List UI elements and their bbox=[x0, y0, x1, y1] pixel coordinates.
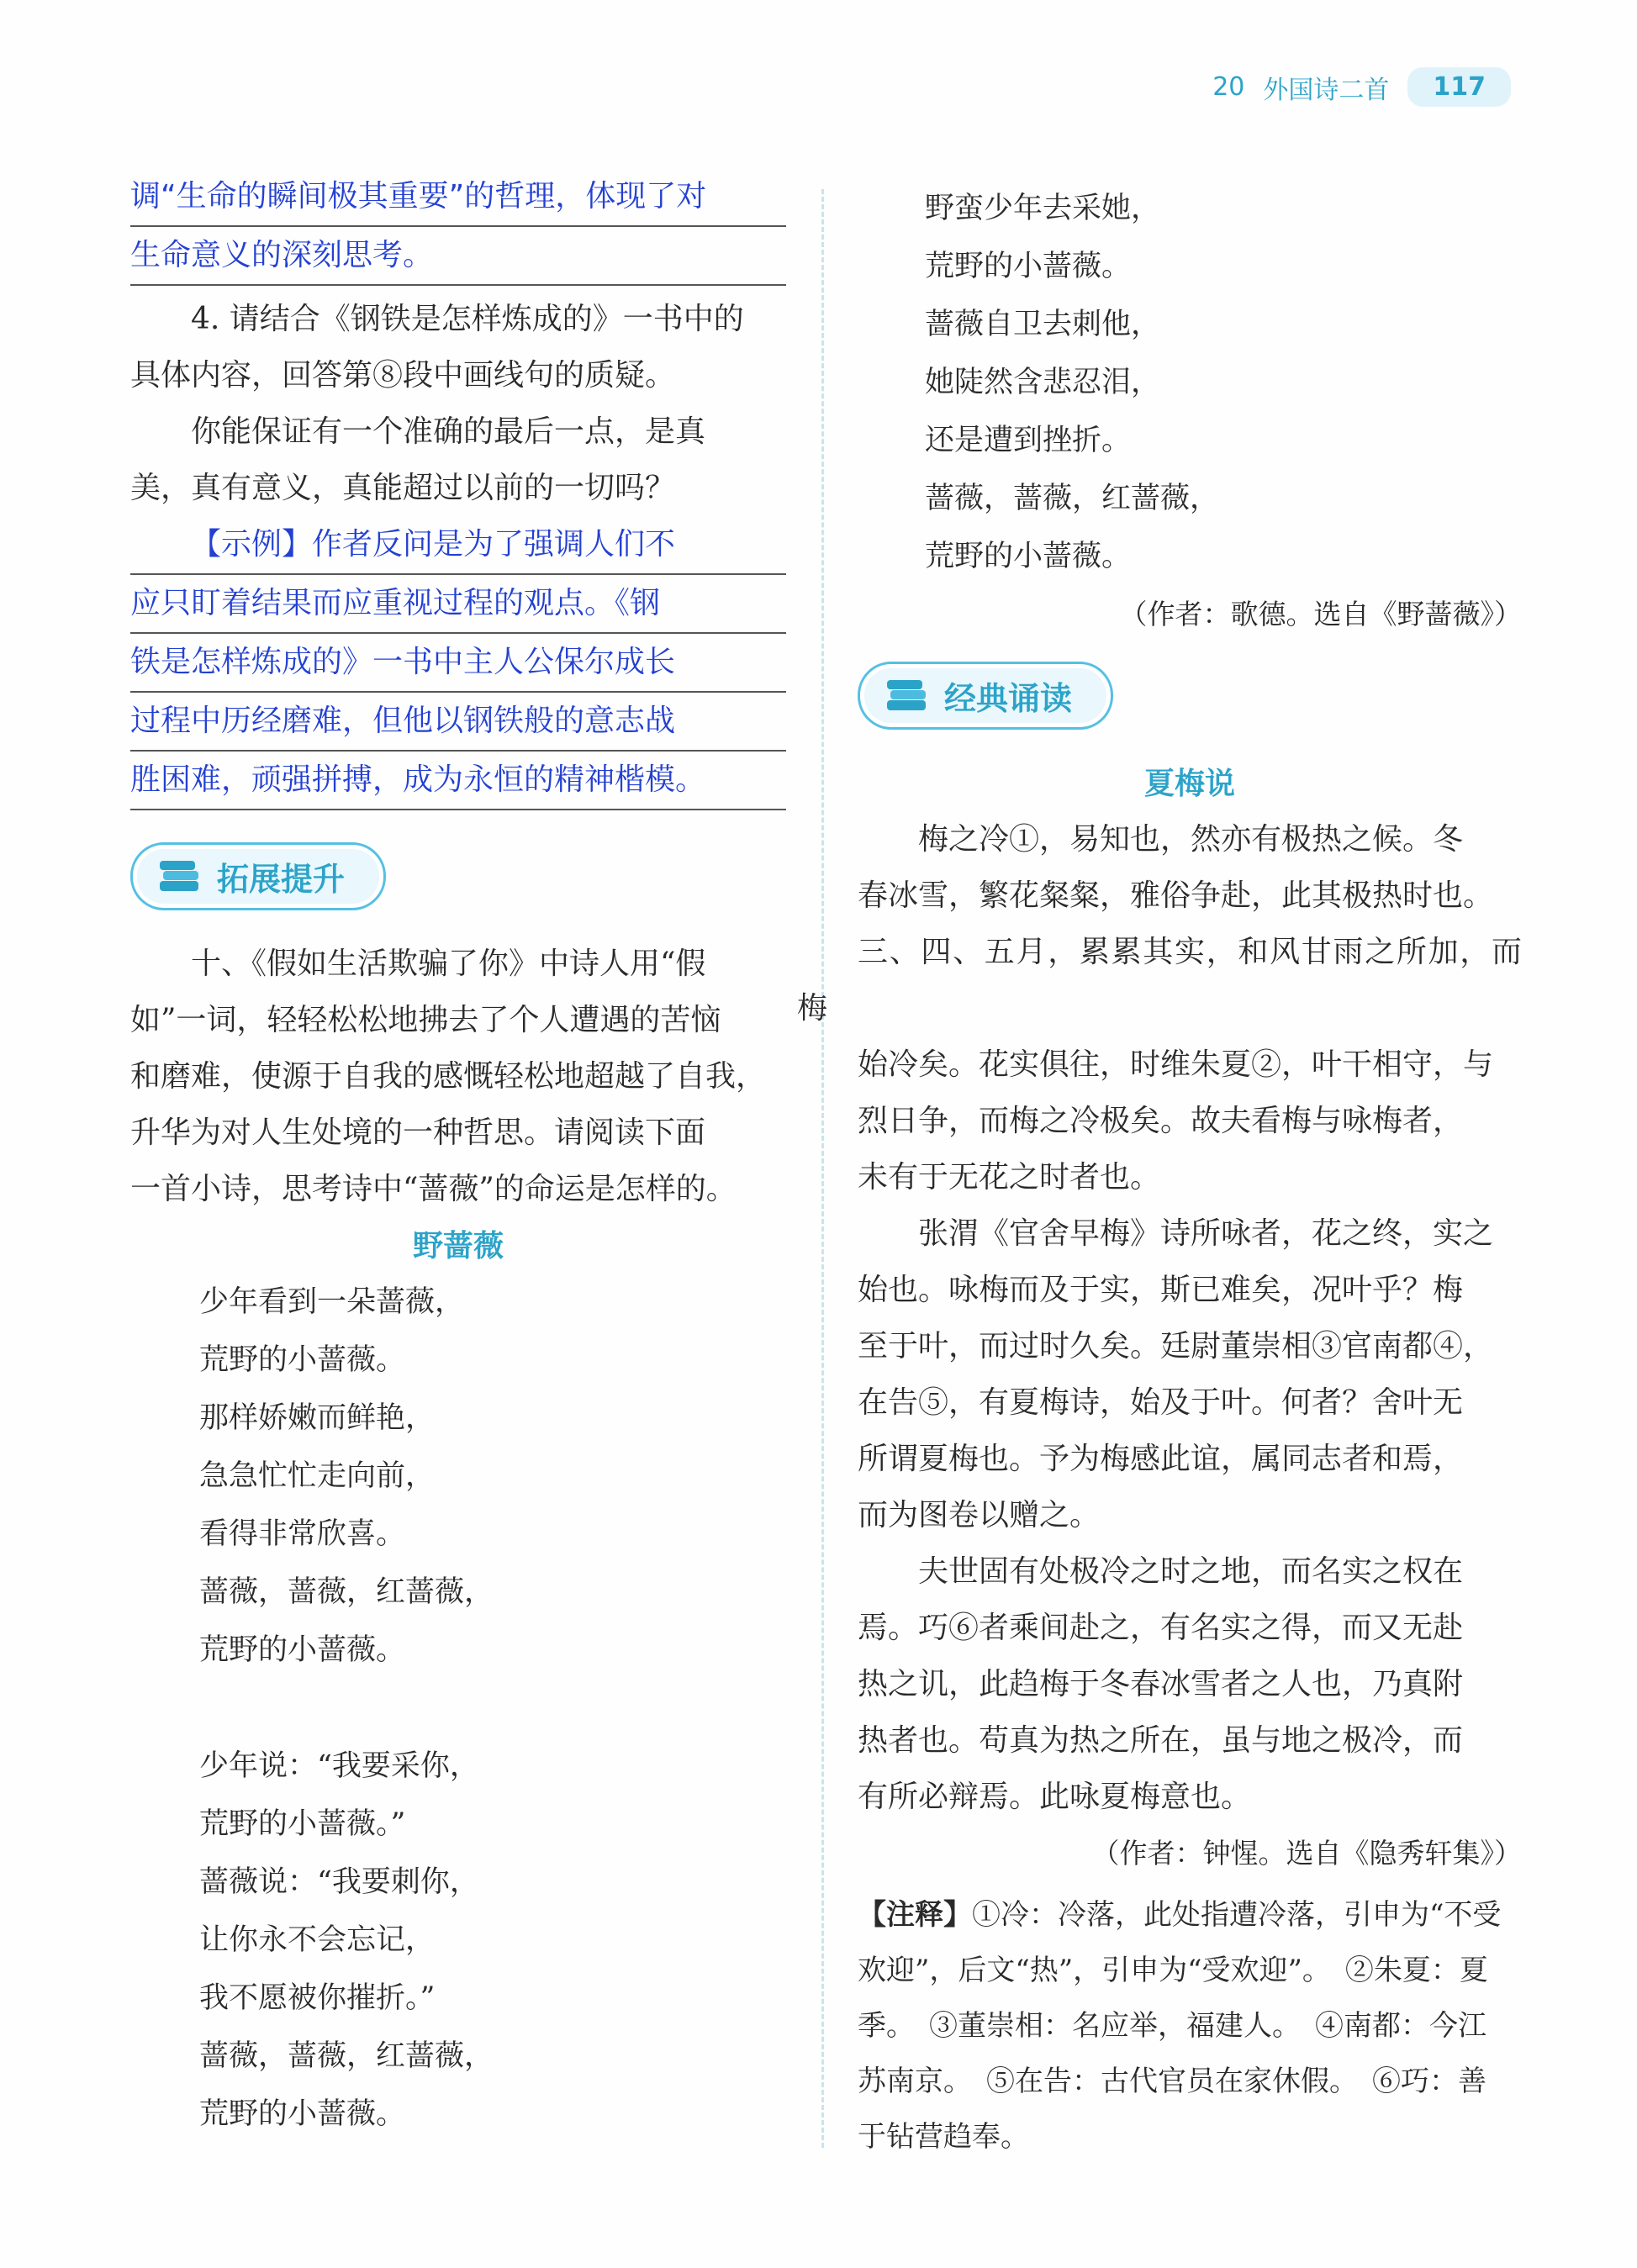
answer-line: 调“生命的瞬间极其重要”的哲理，体现了对 bbox=[130, 168, 786, 227]
question-4: 4. 请结合《钢铁是怎样炼成的》一书中的 具体内容，回答第⑧段中画线句的质疑。 bbox=[130, 302, 744, 393]
question-10: 十、《假如生活欺骗了你》中诗人用“假 如”一词，轻轻松松地拂去了个人遭遇的苦恼 和磨难，使源于自我的感慨轻松地超越了自我， 升华为对人生处境的一种哲思。请阅读下面 一首小诗，思考诗中“蔷薇”的命运是怎样的。 bbox=[130, 947, 767, 1206]
poem-line: 蔷薇自卫去刺他， bbox=[925, 308, 1161, 341]
poem-title: 野蔷薇 bbox=[412, 1229, 504, 1263]
left-column bbox=[130, 168, 786, 2144]
section-title: 经典诵读 bbox=[944, 680, 1073, 717]
poem-line: 荒野的小蔷薇。” bbox=[199, 1807, 406, 1841]
answer-line: 【示例】作者反问是为了强调人们不 bbox=[130, 516, 786, 575]
poem-line: 荒野的小蔷薇。 bbox=[199, 1343, 406, 1377]
poem-line: 蔷薇，蔷薇，红蔷薇， bbox=[199, 1575, 494, 1609]
poem-line: 她陡然含悲忍泪， bbox=[925, 366, 1161, 399]
annotations: 【注释】①冷：冷落，此处指遭冷落，引申为“不受 欢迎”，后文“热”，引申为“受欢迎”。 ②朱夏：夏 季。 ③董崇相：名应举，福建人。 ④南都：今江 苏南京。 ⑤在告：古代官员在家休假。 ⑥巧：善 于钻营趋奉。 bbox=[858, 1898, 1502, 2154]
essay-paragraph-3: 夫世固有处极冷之时之地，而名实之权在 焉。巧⑥者乘间赴之，有名实之得，而又无赴 热之讥，此趋梅于冬春冰雪者之人也，乃真附 热者也。苟真为热之所在，虽与地之极冷，而 有所必辩焉。此咏夏梅意也。 bbox=[858, 1554, 1464, 1814]
book-stack-icon bbox=[156, 857, 203, 896]
lesson-number: 20 bbox=[1212, 72, 1245, 102]
poem-line: 蔷薇，蔷薇，红蔷薇， bbox=[199, 2039, 494, 2073]
poem-line: 急急忙忙走向前， bbox=[199, 1459, 436, 1493]
answer-line: 胜困难，顽强拼搏，成为永恒的精神楷模。 bbox=[130, 752, 786, 810]
quoted-sentence: 你能保证有一个准确的最后一点，是真 美，真有意义，真能超过以前的一切吗？ bbox=[130, 414, 706, 505]
answer-line: 生命意义的深刻思考。 bbox=[130, 227, 786, 286]
poem-line: 荒野的小蔷薇。 bbox=[199, 2097, 406, 2131]
poem-line: 荒野的小蔷薇。 bbox=[925, 540, 1132, 573]
poem-line: 少年说：“我要采你， bbox=[199, 1749, 479, 1783]
poem-line: 让你永不会忘记， bbox=[199, 1923, 436, 1957]
essay-source: （作者：钟惺。选自《隐秀轩集》） bbox=[1091, 1837, 1522, 1870]
poem-line: 我不愿被你摧折。” bbox=[199, 1981, 436, 2015]
example-answer bbox=[130, 516, 786, 810]
right-column bbox=[797, 168, 1522, 2165]
section-title: 拓展提升 bbox=[217, 861, 346, 898]
poem-line: 那样娇嫩而鲜艳， bbox=[199, 1401, 436, 1435]
answer-line: 铁是怎样炼成的》一书中主人公保尔成长 bbox=[130, 634, 786, 693]
essay-paragraph-2: 张渭《官舍早梅》诗所咏者，花之终，实之 始也。咏梅而及于实，斯已难矣，况叶乎？梅 至于叶，而过时久矣。廷尉董崇相③官南都④， 在告⑤，有夏梅诗，始及于叶。何者？舍叶无 所谓夏梅也。予为梅感此谊，属同志者和焉， 而为图卷以赠之。 bbox=[858, 1216, 1494, 1532]
notes-label: 【注释】 bbox=[858, 1898, 972, 1932]
answer-lines-top bbox=[130, 168, 786, 286]
poem-line: 荒野的小蔷薇。 bbox=[925, 250, 1132, 283]
poem-stanza-3 bbox=[858, 180, 1522, 586]
poem-line: 少年看到一朵蔷薇， bbox=[199, 1285, 465, 1319]
poem-stanza-2 bbox=[130, 1738, 786, 2144]
poem-line: 看得非常欣喜。 bbox=[199, 1517, 406, 1551]
essay-paragraph-1: 梅之冷①，易知也，然亦有极热之候。冬 春冰雪，繁花粲粲，雅俗争赴，此其极热时也。 三、四、五月，累累其实，和风甘雨之所加，而梅 始冷矣。花实俱往，时维朱夏②，叶干相守，与 烈日争，而梅之冷极矣。故夫看梅与咏梅者， 未有于无花之时者也。 bbox=[797, 822, 1522, 1195]
page-header bbox=[1212, 67, 1511, 107]
page-number-badge: 117 bbox=[1407, 67, 1511, 107]
poem-stanza-1 bbox=[130, 1274, 786, 1738]
poem-line: 野蛮少年去采她， bbox=[925, 192, 1161, 225]
poem-line: 还是遭到挫折。 bbox=[925, 424, 1132, 457]
section-banner-extension bbox=[130, 842, 386, 910]
lesson-title: 外国诗二首 bbox=[1263, 75, 1390, 105]
book-stack-icon bbox=[884, 677, 931, 715]
essay-title: 夏梅说 bbox=[1143, 767, 1235, 801]
poem-line: 荒野的小蔷薇。 bbox=[199, 1633, 406, 1667]
poem-line: 蔷薇，蔷薇，红蔷薇， bbox=[925, 482, 1220, 515]
poem-source: （作者：歌德。选自《野蔷薇》） bbox=[1119, 598, 1522, 630]
poem-line: 蔷薇说：“我要刺你， bbox=[199, 1865, 479, 1899]
answer-line: 过程中历经磨难，但他以钢铁般的意志战 bbox=[130, 693, 786, 752]
answer-line: 应只盯着结果而应重视过程的观点。《钢 bbox=[130, 575, 786, 634]
section-banner-classic-reading bbox=[858, 662, 1113, 730]
